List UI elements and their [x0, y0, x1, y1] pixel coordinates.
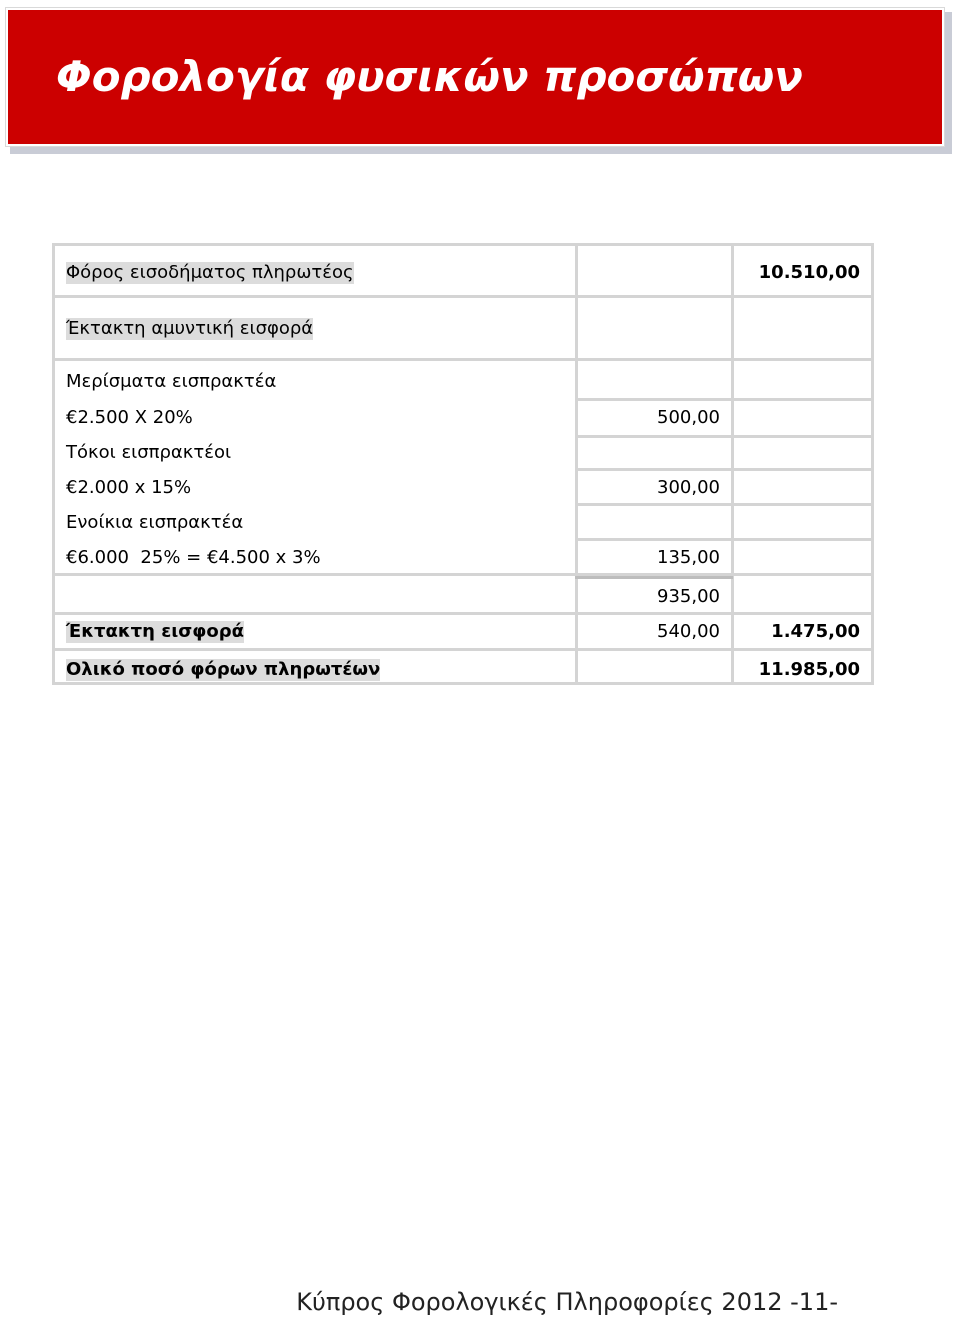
special-contribution-amount: 540,00 [657, 621, 720, 642]
grid-line [575, 243, 578, 685]
interest-label: Τόκοι εισπρακτέοι [66, 442, 232, 463]
grid-line [731, 243, 734, 685]
special-contribution-label: Έκτακτη εισφορά [66, 621, 244, 642]
rent-calc: €6.000 25% = €4.500 x 3% [66, 547, 321, 568]
income-tax-label: Φόρος εισοδήματος πληρωτέος [66, 262, 354, 283]
dividends-label: Μερίσματα εισπρακτέα [66, 371, 277, 392]
tax-table [52, 243, 874, 685]
grid-line [575, 435, 874, 438]
income-tax-total: 10.510,00 [758, 262, 860, 283]
defence-total: 1.475,00 [771, 621, 860, 642]
grid-line [52, 243, 874, 246]
grand-total-label: Ολικό ποσό φόρων πληρωτέων [66, 659, 381, 680]
grid-line [52, 612, 874, 615]
grid-line [52, 648, 874, 651]
subtotal-rule [575, 576, 733, 579]
grid-line [871, 243, 874, 685]
grid-line [52, 358, 874, 361]
defence-heading: Έκτακτη αμυντική εισφορά [66, 318, 314, 339]
dividends-amount: 500,00 [657, 407, 720, 428]
grid-line [52, 682, 874, 685]
interest-amount: 300,00 [657, 477, 720, 498]
grid-line [52, 243, 55, 685]
interest-calc: €2.000 x 15% [66, 477, 192, 498]
grid-line [52, 295, 874, 298]
grid-line [52, 573, 874, 576]
grid-line [575, 538, 874, 541]
grid-line [575, 468, 874, 471]
rent-label: Ενοίκια εισπρακτέα [66, 512, 244, 533]
rent-amount: 135,00 [657, 547, 720, 568]
page-title: Φορολογία φυσικών προσώπων [56, 52, 803, 101]
grand-total: 11.985,00 [758, 659, 860, 680]
page-footer: Κύπρος Φορολογικές Πληροφορίες 2012 -11- [296, 1288, 838, 1316]
subtotal-amount: 935,00 [657, 586, 720, 607]
grid-line [575, 398, 874, 401]
grid-line [575, 503, 874, 506]
dividends-calc: €2.500 Χ 20% [66, 407, 193, 428]
